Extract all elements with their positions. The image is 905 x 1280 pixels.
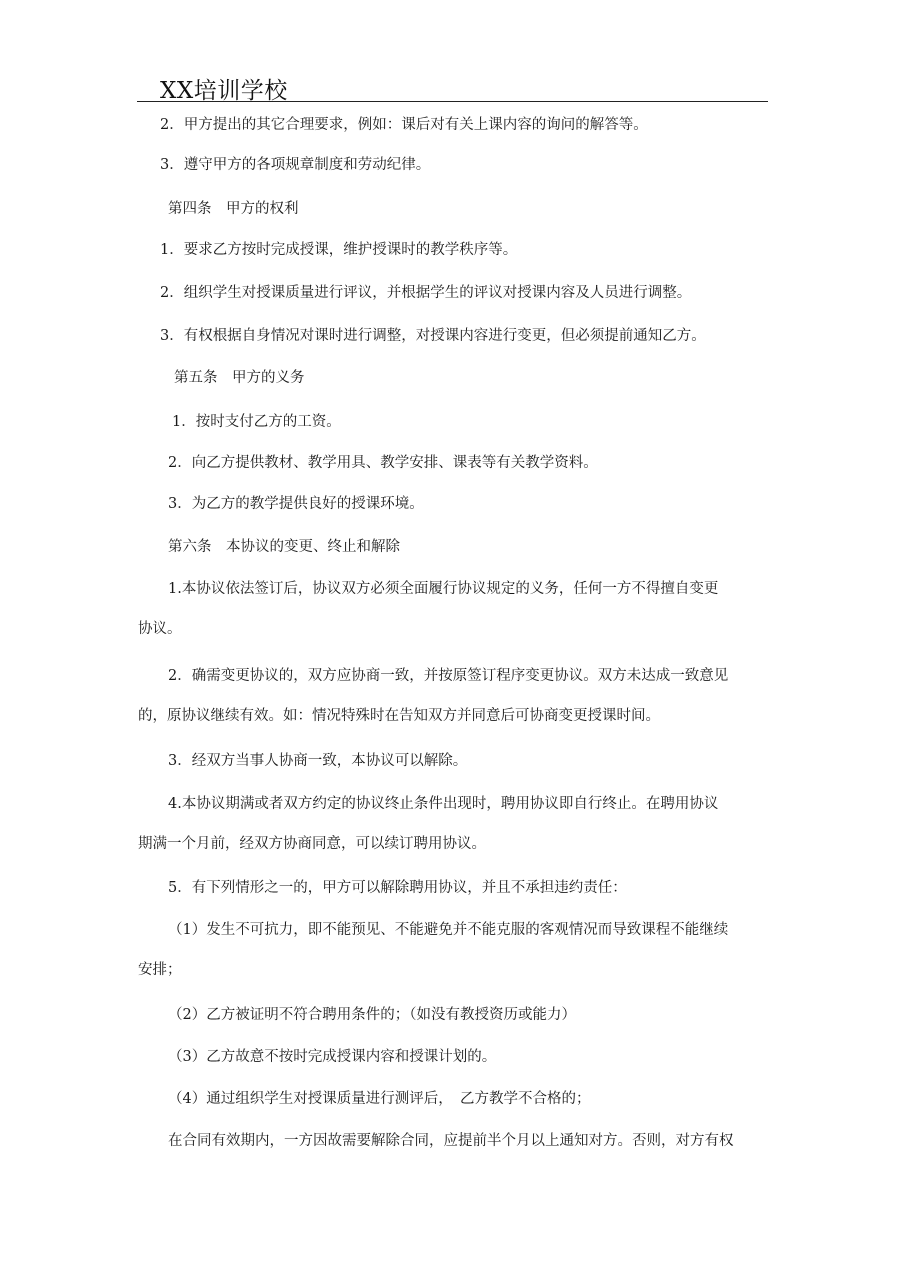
text-line: 的，原协议继续有效。如：情况特殊时在告知双方并同意后可协商变更授课时间。 (138, 708, 660, 724)
text-line: 2．组织学生对授课质量进行评议，并根据学生的评议对授课内容及人员进行调整。 (160, 285, 692, 301)
contract-text-block (138, 569, 768, 649)
contract-text-block (138, 995, 768, 1035)
text-line: （3）乙方故意不按时完成授课内容和授课计划的。 (168, 1049, 497, 1065)
text-line: （4）通过组织学生对授课质量进行测评后， 乙方教学不合格的； (168, 1091, 591, 1107)
contract-text-block (138, 784, 768, 864)
contract-text-block (138, 741, 768, 781)
text-line: 期满一个月前，经双方协商同意，可以续订聘用协议。 (138, 836, 486, 852)
text-line: 3．经双方当事人协商一致，本协议可以解除。 (168, 753, 468, 769)
text-line: 在合同有效期内，一方因故需要解除合同，应提前半个月以上通知对方。否则，对方有权 (168, 1133, 734, 1149)
text-line: 1．按时支付乙方的工资。 (172, 414, 341, 430)
contract-text-block (138, 1079, 768, 1119)
school-header-title: XX培训学校 (160, 78, 288, 104)
text-line: 3．为乙方的教学提供良好的授课环境。 (168, 496, 424, 512)
contract-text-block (138, 1037, 768, 1077)
text-line: 1.本协议依法签订后，协议双方必须全面履行协议规定的义务，任何一方不得擅自变更 (168, 581, 719, 597)
article-5-heading: 第五条 甲方的义务 (174, 370, 305, 386)
text-line: 5．有下列情形之一的，甲方可以解除聘用协议，并且不承担违约责任： (168, 880, 627, 896)
header-divider (137, 101, 768, 102)
contract-text-block (138, 656, 768, 736)
article-heading (138, 358, 768, 398)
text-line: （2）乙方被证明不符合聘用条件的；（如没有教授资历或能力） (168, 1007, 576, 1023)
contract-text-block (138, 484, 768, 524)
contract-text-block (138, 868, 768, 908)
text-line: 2．向乙方提供教材、教学用具、教学安排、课表等有关教学资料。 (168, 455, 598, 471)
text-line: 3．遵守甲方的各项规章制度和劳动纪律。 (160, 157, 431, 173)
contract-text-block (138, 273, 768, 313)
article-6-heading: 第六条 本协议的变更、终止和解除 (168, 539, 400, 555)
contract-text-block (138, 1121, 768, 1161)
article-heading (138, 527, 768, 567)
text-line: 3．有权根据自身情况对课时进行调整，对授课内容进行变更，但必须提前通知乙方。 (160, 328, 706, 344)
contract-text-block (138, 443, 768, 483)
article-4-heading: 第四条 甲方的权利 (168, 201, 299, 217)
contract-text-block (138, 105, 768, 145)
contract-text-block (138, 230, 768, 270)
text-line: 协议。 (138, 621, 182, 637)
contract-text-block (138, 316, 768, 356)
text-line: 2．甲方提出的其它合理要求，例如：课后对有关上课内容的询问的解答等。 (160, 117, 648, 133)
text-line: 1．要求乙方按时完成授课，维护授课时的教学秩序等。 (160, 242, 518, 258)
text-line: 4.本协议期满或者双方约定的协议终止条件出现时，聘用协议即自行终止。在聘用协议 (168, 796, 719, 812)
contract-text-block (138, 910, 768, 990)
text-line: 安排； (138, 962, 182, 978)
contract-text-block (138, 402, 768, 442)
text-line: （1）发生不可抗力，即不能预见、不能避免并不能克服的客观情况而导致课程不能继续 (168, 922, 729, 938)
text-line: 2．确需变更协议的，双方应协商一致，并按原签订程序变更协议。双方未达成一致意见 (168, 668, 729, 684)
article-heading (138, 189, 768, 229)
contract-text-block (138, 145, 768, 185)
